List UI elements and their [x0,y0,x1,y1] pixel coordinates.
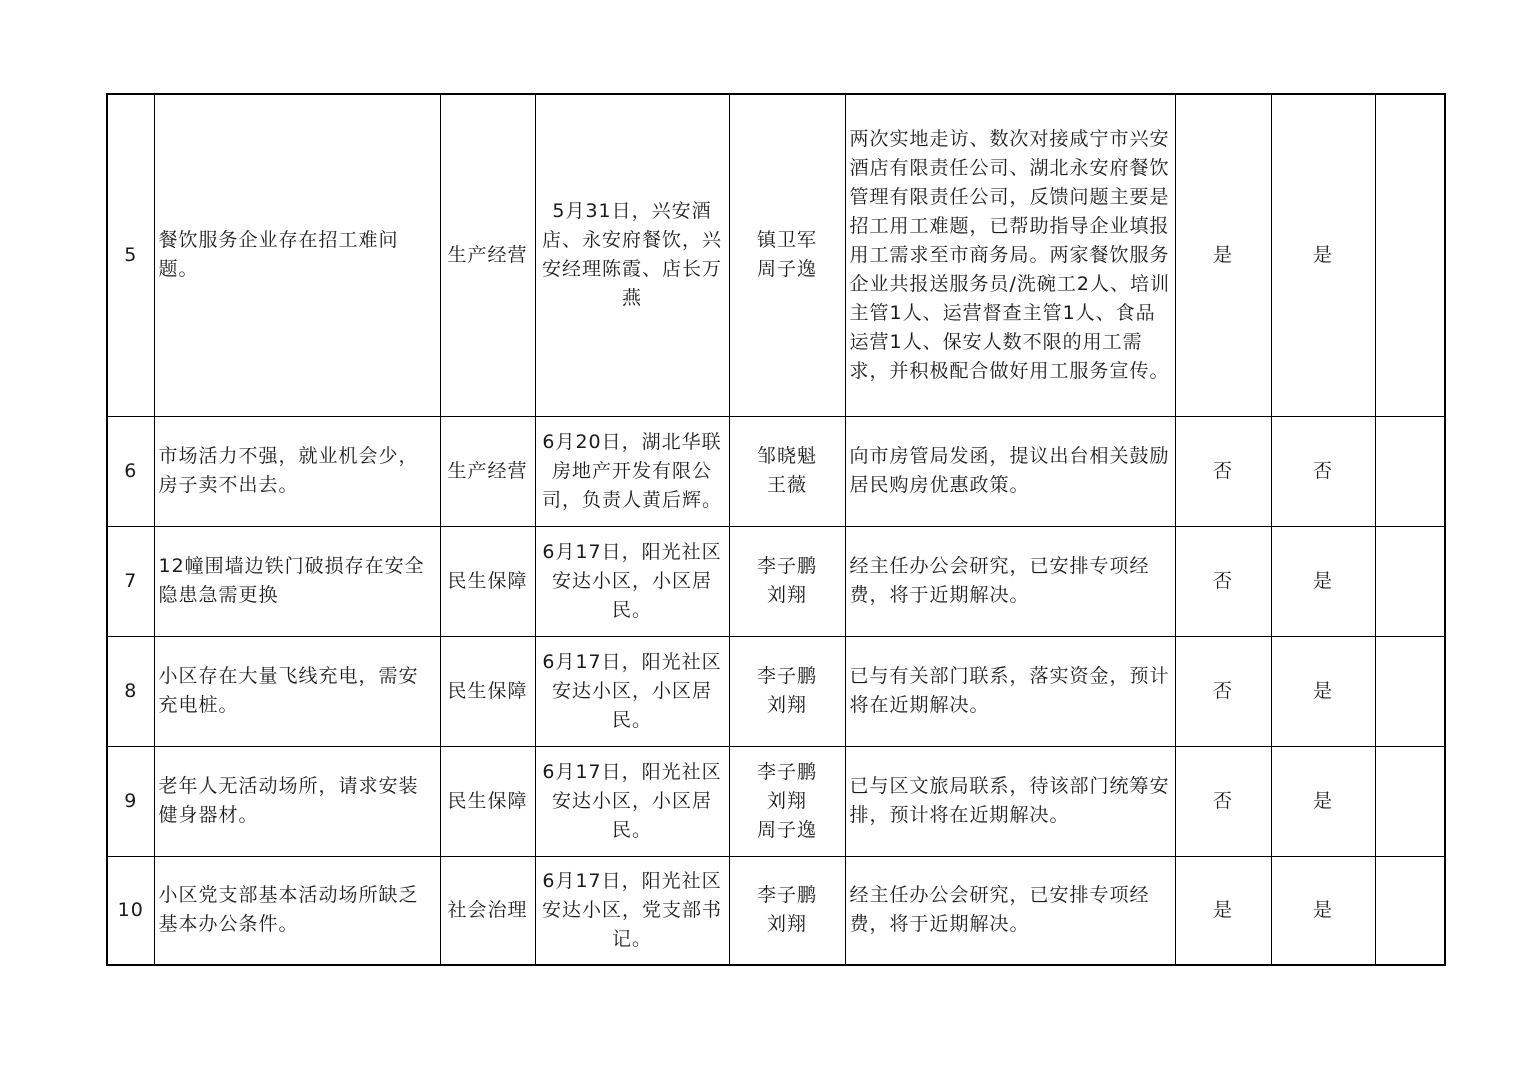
status-column-1: 是 [1175,94,1271,416]
status-column-2: 是 [1271,94,1375,416]
status-column-2: 是 [1271,636,1375,746]
row-number: 8 [107,636,154,746]
responsible-persons: 李子鹏 刘翔 [729,526,845,636]
issue-source: 6月17日，阳光社区安达小区，小区居民。 [535,746,729,856]
status-column-1: 否 [1175,746,1271,856]
issues-table [106,93,1446,966]
responsible-persons: 李子鹏 刘翔 周子逸 [729,746,845,856]
table-row [107,94,1445,416]
status-column-2: 是 [1271,526,1375,636]
issue-text: 餐饮服务企业存在招工难问题。 [154,94,440,416]
issue-category: 民生保障 [440,636,535,746]
issue-text: 小区存在大量飞线充电，需安充电桩。 [154,636,440,746]
issue-category: 生产经营 [440,94,535,416]
issue-text: 老年人无活动场所，请求安装健身器材。 [154,746,440,856]
responsible-persons: 李子鹏 刘翔 [729,856,845,965]
issue-source: 6月17日，阳光社区安达小区，小区居民。 [535,636,729,746]
table-row [107,526,1445,636]
status-column-2: 否 [1271,416,1375,526]
note-cell [1375,856,1445,965]
issue-category: 社会治理 [440,856,535,965]
status-column-2: 是 [1271,856,1375,965]
row-number: 9 [107,746,154,856]
issue-text: 12幢围墙边铁门破损存在安全隐患急需更换 [154,526,440,636]
responsible-persons: 李子鹏 刘翔 [729,636,845,746]
table-row [107,636,1445,746]
status-column-2: 是 [1271,746,1375,856]
note-cell [1375,94,1445,416]
measures-text: 向市房管局发函，提议出台相关鼓励居民购房优惠政策。 [845,416,1175,526]
note-cell [1375,636,1445,746]
measures-text: 经主任办公会研究，已安排专项经费，将于近期解决。 [845,526,1175,636]
row-number: 5 [107,94,154,416]
issue-text: 小区党支部基本活动场所缺乏基本办公条件。 [154,856,440,965]
row-number: 7 [107,526,154,636]
status-column-1: 否 [1175,636,1271,746]
issue-source: 6月17日，阳光社区安达小区，党支部书记。 [535,856,729,965]
row-number: 6 [107,416,154,526]
table-row [107,856,1445,965]
measures-text: 已与区文旅局联系，待该部门统筹安排，预计将在近期解决。 [845,746,1175,856]
issue-category: 生产经营 [440,416,535,526]
measures-text: 两次实地走访、数次对接咸宁市兴安酒店有限责任公司、湖北永安府餐饮管理有限责任公司，反馈问题主要是招工用工难题，已帮助指导企业填报用工需求至市商务局。两家餐饮服务企业共报送服务员/洗碗工2人、培训主管1人、运营督查主管1人、食品运营1人、保安人数不限的用工需求，并积极配合做好用工服务宣传。 [845,94,1175,416]
responsible-persons: 邹晓魁 王薇 [729,416,845,526]
status-column-1: 否 [1175,526,1271,636]
row-number: 10 [107,856,154,965]
measures-text: 已与有关部门联系，落实资金，预计将在近期解决。 [845,636,1175,746]
status-column-1: 是 [1175,856,1271,965]
table-row [107,746,1445,856]
note-cell [1375,526,1445,636]
status-column-1: 否 [1175,416,1271,526]
note-cell [1375,746,1445,856]
issue-text: 市场活力不强，就业机会少，房子卖不出去。 [154,416,440,526]
issue-source: 6月17日，阳光社区安达小区，小区居民。 [535,526,729,636]
issue-category: 民生保障 [440,526,535,636]
issue-source: 5月31日，兴安酒店、永安府餐饮，兴安经理陈霞、店长万燕 [535,94,729,416]
responsible-persons: 镇卫军 周子逸 [729,94,845,416]
issue-category: 民生保障 [440,746,535,856]
issue-source: 6月20日，湖北华联房地产开发有限公司，负责人黄后辉。 [535,416,729,526]
measures-text: 经主任办公会研究，已安排专项经费，将于近期解决。 [845,856,1175,965]
note-cell [1375,416,1445,526]
table-row [107,416,1445,526]
